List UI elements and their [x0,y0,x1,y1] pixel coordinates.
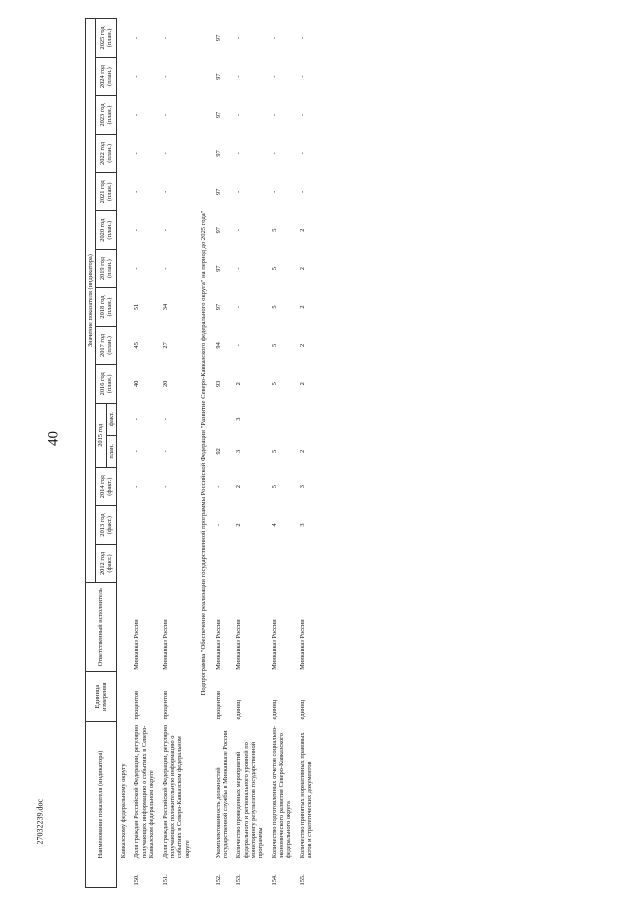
row-value: 2 [235,485,243,489]
row-number: 151. [161,874,169,886]
row-value: 5 [270,267,278,271]
row-value: - [298,152,306,155]
row-value: 5 [270,382,278,386]
row-value: - [133,190,141,193]
row-unit: процентов [161,691,169,720]
row-value [130,544,158,582]
row-number: 152. [214,874,222,886]
row-value: 92 [214,448,222,455]
row-value: - [161,36,169,39]
row-value: - [235,75,243,78]
row-value: 97 [214,227,222,234]
row-unit: процентов [133,691,141,720]
row-value: - [133,485,141,488]
row-value: 97 [214,188,222,195]
row-value: - [270,152,278,155]
row-number: 154. [270,874,278,886]
row-value: 93 [214,380,222,388]
row-name: Количество подготовленных отчетов социально-экономического развития Северо-Кавказского федерального округа [270,725,293,859]
row-value [212,403,233,435]
row-value [268,403,296,435]
row-value: - [133,267,141,270]
indicators-table [85,18,316,888]
row-value [232,544,267,582]
header-executor: Ответственный исполнитель [86,583,117,672]
header-year-2015: 2015 год [96,403,106,467]
row-value: 51 [133,303,141,311]
row-value: 2 [235,523,243,527]
header-value-group: Значение показателя (индикатора) [86,19,96,583]
row-value: - [161,229,169,232]
row-value: 2 [298,228,306,232]
row-value: - [235,267,243,270]
row-value: - [270,36,278,39]
subprogram-title: Подпрограмма "Обеспечение реализации государственной программы Российской Федерации "Развитие Северо-Кавказского федерального округа" на период до 2025 года" [199,210,207,696]
row-unit: процентов [214,691,222,720]
row-value: 5 [270,449,278,453]
row-value: 4 [270,523,278,527]
row-value: - [161,418,169,421]
row-value: - [133,152,141,155]
header-name: Наименование показателя (индикатора) [86,721,117,887]
row-value: - [270,190,278,193]
row-value [296,544,317,582]
row-value: 97 [214,34,222,42]
table-row [296,19,317,888]
row-value: 5 [270,305,278,309]
row-value: - [161,75,169,78]
row-value: - [161,152,169,155]
row-value [159,506,194,544]
row-value: - [235,190,243,193]
row-value: 97 [214,111,222,119]
row-value: - [133,229,141,232]
row-name: Количество проведенных мероприятий федерального и регионального уровней по мониторингу результатов государственной программы [235,741,265,859]
table-row [232,19,267,888]
header-year: 2019 год (план.) [96,249,117,287]
row-value: 34 [161,303,169,311]
row-executor: Минкавказ России [270,619,278,670]
row-value: - [270,75,278,78]
row-value: 40 [133,380,141,388]
header-unit: Единица измерения [86,672,117,722]
row-value: 20 [161,380,169,388]
row-name: Количество принятых нормативных правовых актов и стратегических документов [298,732,314,859]
row-value: 3 [235,449,243,453]
row-value: - [133,450,141,453]
row-value: 45 [133,342,141,349]
header-year: 2017 год (план.) [96,326,117,364]
table-body [117,19,317,888]
row-value: 97 [214,265,222,272]
row-value [268,544,296,582]
header-year: 2025 год (план.) [96,19,117,58]
row-value: - [235,113,243,117]
row-value [212,544,233,582]
table-row [130,19,158,888]
table-row [117,19,131,888]
row-value: - [214,524,222,527]
row-number: 153. [235,874,243,886]
row-name: Доля граждан Российской Федерации, регулярно получающих положительную информацию о событиях в Северо-Кавказском федеральном округе [161,724,191,859]
header-year: 2018 год (план.) [96,288,117,326]
row-value: 97 [214,73,222,80]
row-value: - [270,113,278,117]
row-value: 3 [298,523,306,527]
row-value: - [298,36,306,39]
header-2015-plan: план. [106,435,116,467]
row-value: 94 [214,342,222,349]
row-unit: единиц [235,699,243,720]
header-year: 2022 год (план.) [96,134,117,172]
header-year: 2014 год (факт.) [96,467,117,505]
row-number: 150. [133,874,141,886]
row-name-continuation: Кавказскому федеральному округу [120,763,128,859]
row-value: 2 [298,305,306,309]
table-row [212,19,233,888]
row-value: 2 [298,382,306,386]
table-row [268,19,296,888]
row-value: - [235,344,243,347]
row-value: - [235,229,243,232]
row-value: 97 [214,303,222,311]
row-value: - [235,152,243,155]
header-2015-fact: факт. [106,403,116,435]
row-value: 2 [298,449,306,453]
row-executor: Минкавказ России [235,619,243,670]
row-value: 2 [298,343,306,348]
row-value: - [298,75,306,78]
row-value: - [133,113,141,117]
row-executor: Минкавказ России [214,619,222,670]
row-executor: Минкавказ России [161,619,169,670]
page-number: 40 [45,431,62,446]
row-value: 3 [235,417,243,421]
row-value: 5 [270,485,278,489]
row-value: 27 [161,342,169,349]
row-value: 2 [235,382,243,386]
subprogram-row [194,19,212,888]
table-row [159,19,194,888]
row-value: - [161,450,169,453]
row-value: 2 [298,267,306,271]
table-header [86,19,117,888]
row-value: 3 [298,485,306,489]
row-value: - [133,36,141,39]
header-year: 2021 год (план.) [96,173,117,211]
row-value: - [298,113,306,117]
row-value: - [298,190,306,193]
rotated-table-page [85,18,615,888]
row-name: Укомплектованность должностей государственной службы в Минкавказе России [214,730,229,859]
row-name: Доля граждан Российской Федерации, регулярно получающих информацию о событиях в Северо-Кавказском федеральном округе [133,724,156,859]
header-year: 2016 год (план.) [96,365,117,403]
row-value: - [133,418,141,421]
row-value: - [161,113,169,117]
row-value: - [161,485,169,488]
row-value [130,506,158,544]
row-value: - [214,485,222,488]
row-value: - [161,190,169,193]
header-year: 2024 год (план.) [96,57,117,95]
row-value [296,403,317,435]
row-unit: единиц [298,699,306,720]
header-year: 2013 год (факт.) [96,506,117,544]
row-executor: Минкавказ России [298,619,306,670]
row-value: - [235,36,243,39]
footer-filename: 27032239.doc [35,798,45,845]
row-value: 5 [270,343,278,348]
row-value: 5 [270,228,278,232]
header-year: 2023 год (план.) [96,96,117,134]
row-value: - [161,267,169,270]
row-value: - [133,75,141,78]
row-executor: Минкавказ России [133,619,141,670]
row-value [159,544,194,582]
row-unit: единиц [270,699,278,720]
row-value: 97 [214,150,222,157]
row-value: - [235,305,243,309]
row-number: 155. [298,874,306,886]
header-year: 2012 год (факт.) [96,544,117,582]
header-year: 2020 год (план.) [96,211,117,249]
